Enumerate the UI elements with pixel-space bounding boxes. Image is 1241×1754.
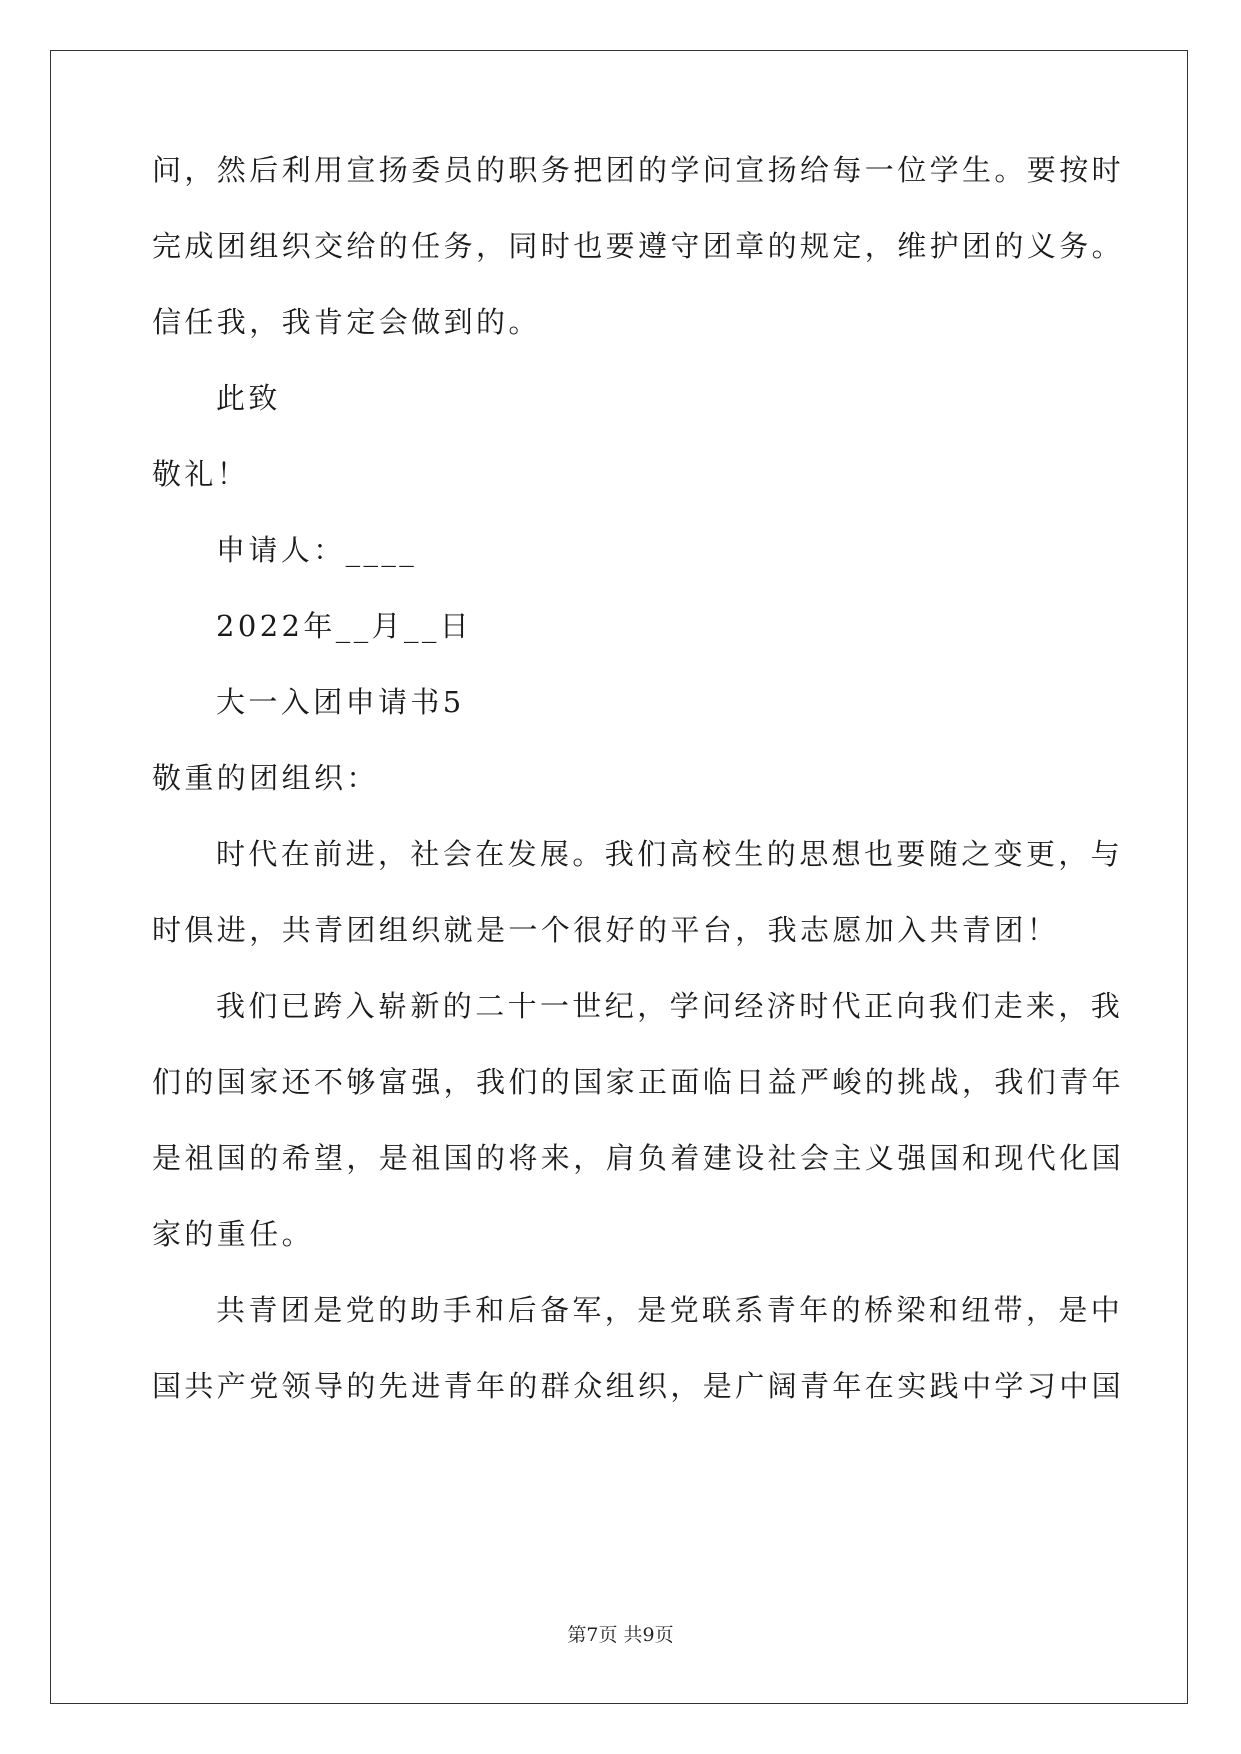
closing-salutation: 此致: [216, 381, 281, 415]
paragraph-line: 们的国家还不够富强，我们的国家正面临日益严峻的挑战，我们青年: [152, 1065, 1125, 1099]
paragraph-line: 我们已跨入崭新的二十一世纪，学问经济时代正向我们走来，我: [216, 989, 1124, 1023]
paragraph-line: 信任我，我肯定会做到的。: [152, 305, 541, 339]
paragraph-line: 是祖国的希望，是祖国的将来，肩负着建设社会主义强国和现代化国: [152, 1141, 1125, 1175]
paragraph-line: 完成团组织交给的任务，同时也要遵守团章的规定，维护团的义务。: [152, 229, 1125, 263]
closing-regards: 敬礼！: [152, 457, 250, 491]
paragraph-line: 国共产党领导的先进青年的群众组织，是广阔青年在实践中学习中国: [152, 1369, 1125, 1403]
paragraph-line: 家的重任。: [152, 1217, 315, 1251]
section-title: 大一入团申请书5: [216, 685, 465, 719]
paragraph-line: 共青团是党的助手和后备军，是党联系青年的桥梁和纽带，是中: [216, 1293, 1124, 1327]
page-frame: [50, 50, 1188, 1704]
date-line: 2022年__月__日: [216, 609, 473, 643]
paragraph-line: 时代在前进，社会在发展。我们高校生的思想也要随之变更，与: [216, 837, 1124, 871]
page-number-footer: 第7页 共9页: [567, 1624, 674, 1646]
paragraph-line: 时俱进，共青团组织就是一个很好的平台，我志愿加入共青团！: [152, 913, 1060, 947]
applicant-signature-line: 申请人：____: [216, 533, 418, 567]
greeting: 敬重的团组织：: [152, 761, 379, 795]
paragraph-line: 问，然后利用宣扬委员的职务把团的学问宣扬给每一位学生。要按时: [152, 153, 1125, 187]
